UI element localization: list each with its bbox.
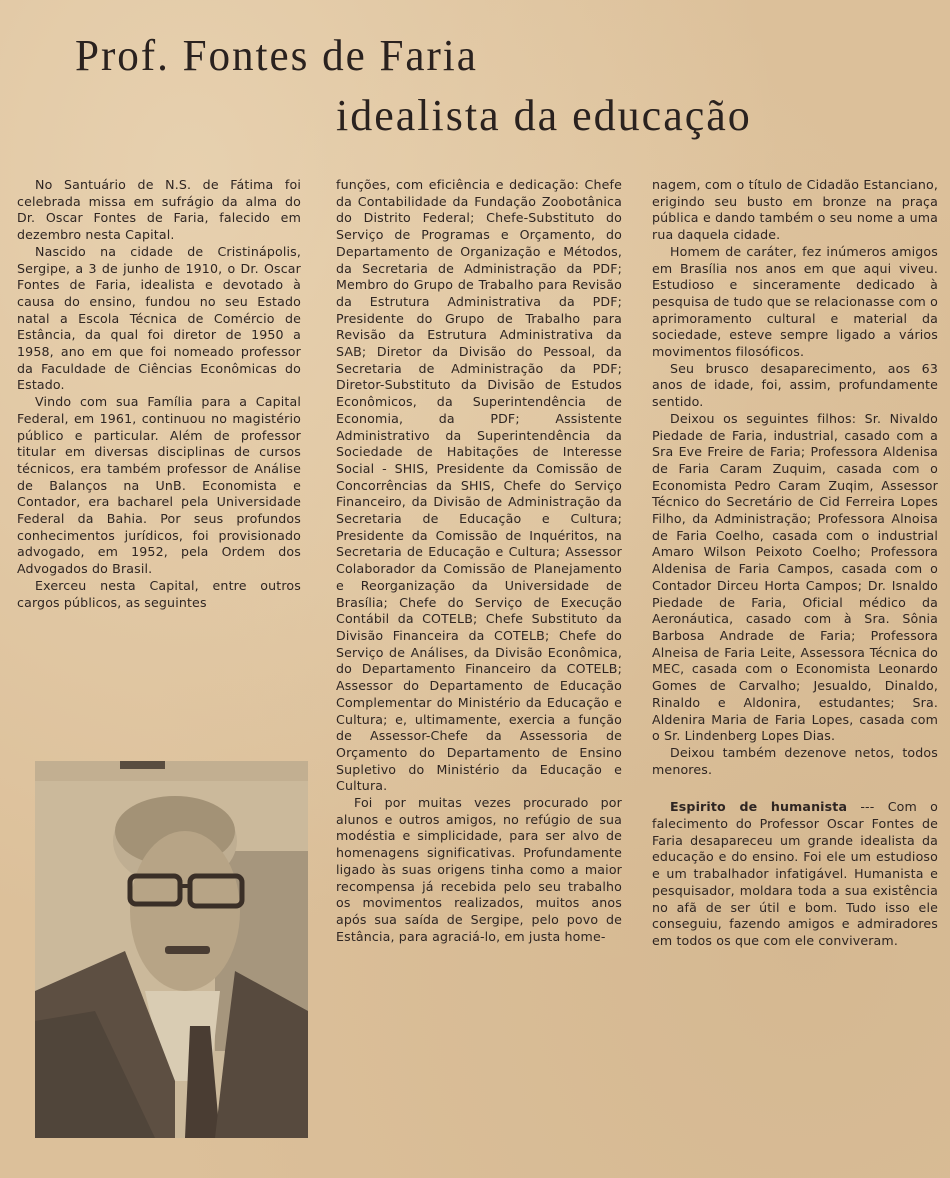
article-column-1 (17, 177, 301, 611)
subhead-body: Com o falecimento do Professor Oscar Fontes de Faria desapareceu um grande idealista da educação e do ensino. Foi ele um estudioso e um trabalhador infatigável. Humanista e pesquisador, moldara toda a sua existência no afã de ser útil e bom. Tudo isso ele conseguiu, fazendo amigos e admiradores em todos os que com ele conviveram. (652, 799, 938, 948)
paragraph: Deixou os seguintes filhos: Sr. Nivaldo Piedade de Faria, industrial, casado com a Sra Eve Freire de Faria; Professora Aldenisa de Faria Caram Zuquim, casada com o Economista Pedro Caram Zuqim, Assessor Técnico do Secretário de Cid Ferreira Lopes Filho, da Administração; Professora Alnoisa de Faria Coelho, casada com o industrial Amaro Wilson Peixoto Coelho; Professora Aldenisa de Faria Campos, casada com o Contador Dirceu Horta Campos; Dr. Isnaldo Piedade de Faria, Oficial médico da Aeronáutica, casado com à Sra. Sônia Barbosa Andrade de Faria; Professora Alneisa de Faria Leite, Assessora Técnica do MEC, casada com o Economista Leonardo Gomes de Carvalho; Jesualdo, Dinaldo, Rinaldo e Aldonira, estudantes; Sra. Aldenira Maria de Faria Lopes, casada com o Sr. Lindenberg Lopes Dias. (652, 410, 938, 744)
paragraph: Seu brusco desaparecimento, aos 63 anos de idade, foi, assim, profundamente sentido. (652, 360, 938, 410)
article-column-3 (652, 177, 938, 950)
subhead-paragraph (652, 799, 938, 949)
section-spacer (652, 778, 938, 799)
paragraph: nagem, com o título de Cidadão Estanciano, erigindo seu busto em bronze na praça pública e dando também o seu nome a uma rua daquela cidade. (652, 177, 938, 243)
paragraph: Foi por muitas vezes procurado por alunos e outros amigos, no refúgio de sua modéstia e simplicidade, para ser alvo de homenagens significativas. Profundamente ligado às suas origens tinha como a maior recompensa já recebida pelo seu trabalho os movimentos realizados, muitos anos após sua saída de Sergipe, pelo povo de Estância, para agraciá-lo, em justa home- (336, 795, 622, 944)
subhead-dash: --- (847, 799, 888, 815)
paragraph: No Santuário de N.S. de Fátima foi celebrada missa em sufrágio da alma do Dr. Oscar Fontes de Faria, falecido em dezembro nesta Capital. (17, 177, 301, 243)
paragraph: Nascido na cidade de Cristinápolis, Sergipe, a 3 de junho de 1910, o Dr. Oscar Fontes de Faria, idealista e devotado à causa do ensino, fundou no seu Estado natal a Escola Técnica de Comércio de Estância, da qual foi diretor de 1950 a 1958, ano em que foi nomeado professor da Faculdade de Ciências Econômicas do Estado. (17, 243, 301, 393)
paragraph: Deixou também dezenove netos, todos menores. (652, 744, 938, 777)
article-column-2 (336, 177, 622, 945)
paragraph: Vindo com sua Família para a Capital Federal, em 1961, continuou no magistério público e particular. Além de professor titular em diversas disciplinas de cursos técnicos, era também professor de Análise de Balanços na UnB. Economista e Contador, era bacharel pela Universidade Federal da Bahia. Por seus profundos conhecimentos jurídicos, foi provisionado advogado, em 1952, pela Ordem dos Advogados do Brasil. (17, 394, 301, 577)
portrait-illustration (35, 761, 308, 1138)
headline-line-1: Prof. Fontes de Faria (75, 31, 478, 80)
headline-line-2: idealista da educação (336, 91, 752, 140)
subhead-title: Espirito de humanista (670, 799, 848, 815)
portrait-photo (35, 761, 308, 1138)
paragraph: Homem de caráter, fez inúmeros amigos em Brasília nos anos em que aqui viveu. Estudioso e sinceramente dedicado à pesquisa de tudo que se relacionasse com o aprimoramento cultural e material da sociedade, esteve sempre ligado a vários movimentos filosóficos. (652, 243, 938, 360)
paragraph: Exerceu nesta Capital, entre outros cargos públicos, as seguintes (17, 577, 301, 610)
paragraph: funções, com eficiência e dedicação: Chefe da Contabilidade da Fundação Zoobotânica do Distrito Federal; Chefe-Substituto do Serviço de Programas e Orçamento, do Departamento de Organização e Métodos, da Secretaria de Administração da PDF; Membro do Grupo de Trabalho para Revisão da Estrutura Administrativa da PDF; Presidente do Grupo de Trabalho para Revisão da Estrutura Administrativa da SAB; Diretor da Divisão do Pessoal, da Secretaria de Administração da PDF; Diretor-Substituto da Divisão de Estudos Econômicos, da Superintendência de Economia, da PDF; Assistente Administrativo da Superintendência da Sociedade de Habitações de Interesse Social - SHIS, Presidente da Comissão de Concorrências da SHIS, Chefe do Serviço Financeiro, da Divisão de Administração da Secretaria de Educação e Cultura; Presidente da Comissão de Inquéritos, na Secretaria de Educação e Cultura; Assessor Colaborador da Comissão de Planejamento e Reorganização da Universidade de Brasília; Chefe do Serviço de Execução Contábil da COTELB; Chefe Substituto da Divisão Financeira da COTELB; Chefe do Serviço de Análises, da Divisão Econômica, do Departamento Financeiro da COTELB; Assessor do Departamento de Educação Complementar do Ministério da Educação e Cultura; e, ultimamente, exercia a função de Assessor-Chefe da Assessoria de Orçamento do Departamento de Ensino Supletivo do Ministério da Educação e Cultura. (336, 177, 622, 794)
